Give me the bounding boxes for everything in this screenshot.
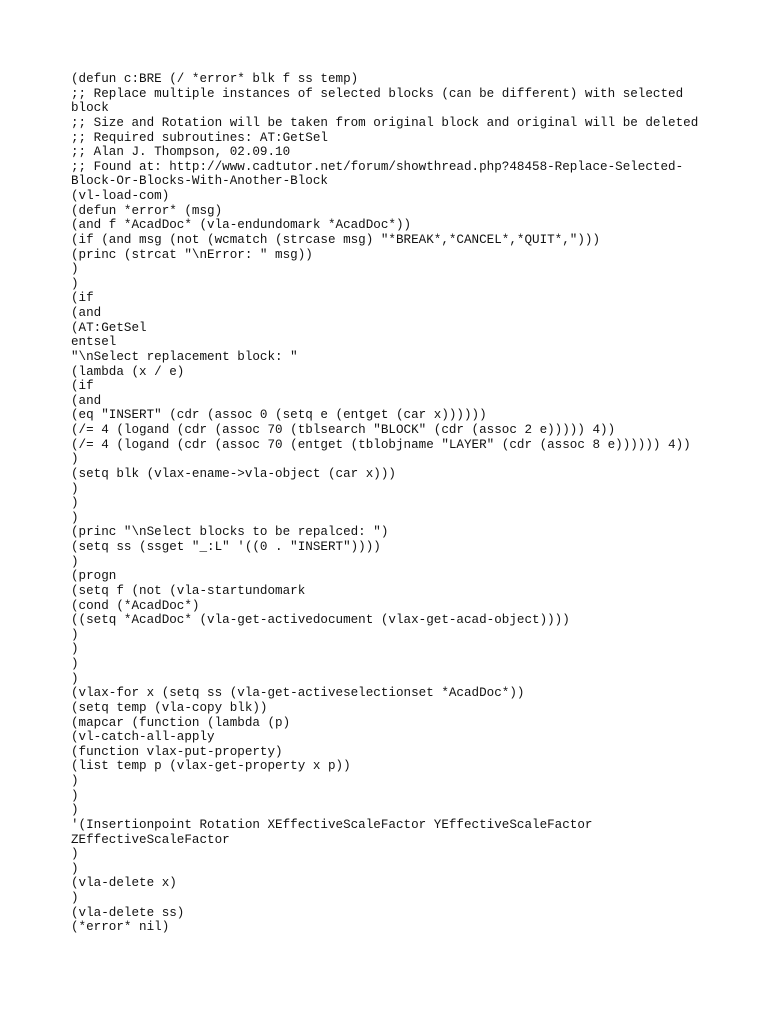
code-line: "\nSelect replacement block: " xyxy=(71,349,298,364)
code-line: (if (and msg (not (wcmatch (strcase msg) "*BREAK*,*CANCEL*,*QUIT*,"))) xyxy=(71,232,601,247)
code-line: (vl-load-com) xyxy=(71,189,170,203)
code-line: ) xyxy=(71,803,79,818)
code-line: ) xyxy=(71,452,79,467)
code-line: Block-Or-Blocks-With-Another-Block xyxy=(71,174,328,189)
code-line: ;; Required subroutines: AT:GetSel xyxy=(71,130,328,145)
code-line: (setq ss (ssget "_:L" '((0 . "INSERT")))) xyxy=(71,540,381,554)
code-line: (if xyxy=(71,291,94,306)
code-line: ) xyxy=(71,774,79,788)
code-block xyxy=(71,72,721,935)
code-line: (function vlax-put-property) xyxy=(71,744,283,759)
code-line: (*error* nil) xyxy=(71,920,170,935)
code-line: (and f *AcadDoc* (vla-endundomark *AcadDoc*)) xyxy=(71,218,412,233)
code-line: ) xyxy=(71,627,79,642)
code-line: ) xyxy=(71,847,79,862)
code-line: (vl-catch-all-apply xyxy=(71,730,215,745)
code-line: (princ "\nSelect blocks to be repalced: ") xyxy=(71,525,389,540)
code-line: (defun *error* (msg) xyxy=(71,203,223,218)
code-line: ZEffectiveScaleFactor xyxy=(71,832,230,847)
code-line: ) xyxy=(71,481,79,496)
code-line: ;; Alan J. Thompson, 02.09.10 xyxy=(71,145,291,160)
code-line: ) xyxy=(71,276,79,291)
code-line: ) xyxy=(71,510,79,525)
code-line: ) xyxy=(71,262,79,277)
code-line: '(Insertionpoint Rotation XEffectiveScaleFactor YEffectiveScaleFactor xyxy=(71,817,593,832)
code-line: (defun c:BRE (/ *error* blk f ss temp) xyxy=(71,72,359,86)
code-line: (if xyxy=(71,379,94,394)
code-line: ;; Replace multiple instances of selected blocks (can be different) with selected xyxy=(71,86,684,101)
code-line: (eq "INSERT" (cdr (assoc 0 (setq e (entget (car x)))))) xyxy=(71,408,487,423)
code-line: (cond (*AcadDoc*) xyxy=(71,598,200,613)
code-line: (list temp p (vlax-get-property x p)) xyxy=(71,759,351,774)
code-line: (setq f (not (vla-startundomark xyxy=(71,583,306,598)
code-line: (setq temp (vla-copy blk)) xyxy=(71,700,268,715)
code-line: (princ (strcat "\nError: " msg)) xyxy=(71,247,313,262)
code-line: (AT:GetSel xyxy=(71,320,147,335)
code-line: ) xyxy=(71,671,79,686)
code-line: ) xyxy=(71,496,79,511)
code-line: ) xyxy=(71,657,79,671)
code-line: (vla-delete x) xyxy=(71,876,177,891)
code-line: (vla-delete ss) xyxy=(71,905,185,920)
code-line: ;; Found at: http://www.cadtutor.net/forum/showthread.php?48458-Replace-Selected- xyxy=(71,159,684,174)
code-line: ) xyxy=(71,891,79,905)
code-line: (lambda (x / e) xyxy=(71,364,185,379)
code-line: entsel xyxy=(71,335,117,350)
code-line: ;; Size and Rotation will be taken from original block and original will be deleted xyxy=(71,115,699,130)
code-line: ) xyxy=(71,554,79,569)
code-line: (and xyxy=(71,393,102,408)
code-line: ) xyxy=(71,642,79,657)
code-line: (setq blk (vlax-ename->vla-object (car x))) xyxy=(71,466,396,481)
code-line: block xyxy=(71,101,109,116)
code-line: (progn xyxy=(71,569,117,584)
code-line: ((setq *AcadDoc* (vla-get-activedocument (vlax-get-acad-object)))) xyxy=(71,613,570,628)
code-line: (and xyxy=(71,306,102,320)
code-line: ) xyxy=(71,788,79,803)
code-line: (/= 4 (logand (cdr (assoc 70 (entget (tblobjname "LAYER" (cdr (assoc 8 e)))))) 4)) xyxy=(71,437,691,452)
code-line: (vlax-for x (setq ss (vla-get-activeselectionset *AcadDoc*)) xyxy=(71,686,525,701)
code-line: (mapcar (function (lambda (p) xyxy=(71,715,291,730)
code-line: ) xyxy=(71,861,79,876)
code-line: (/= 4 (logand (cdr (assoc 70 (tblsearch "BLOCK" (cdr (assoc 2 e))))) 4)) xyxy=(71,423,616,437)
